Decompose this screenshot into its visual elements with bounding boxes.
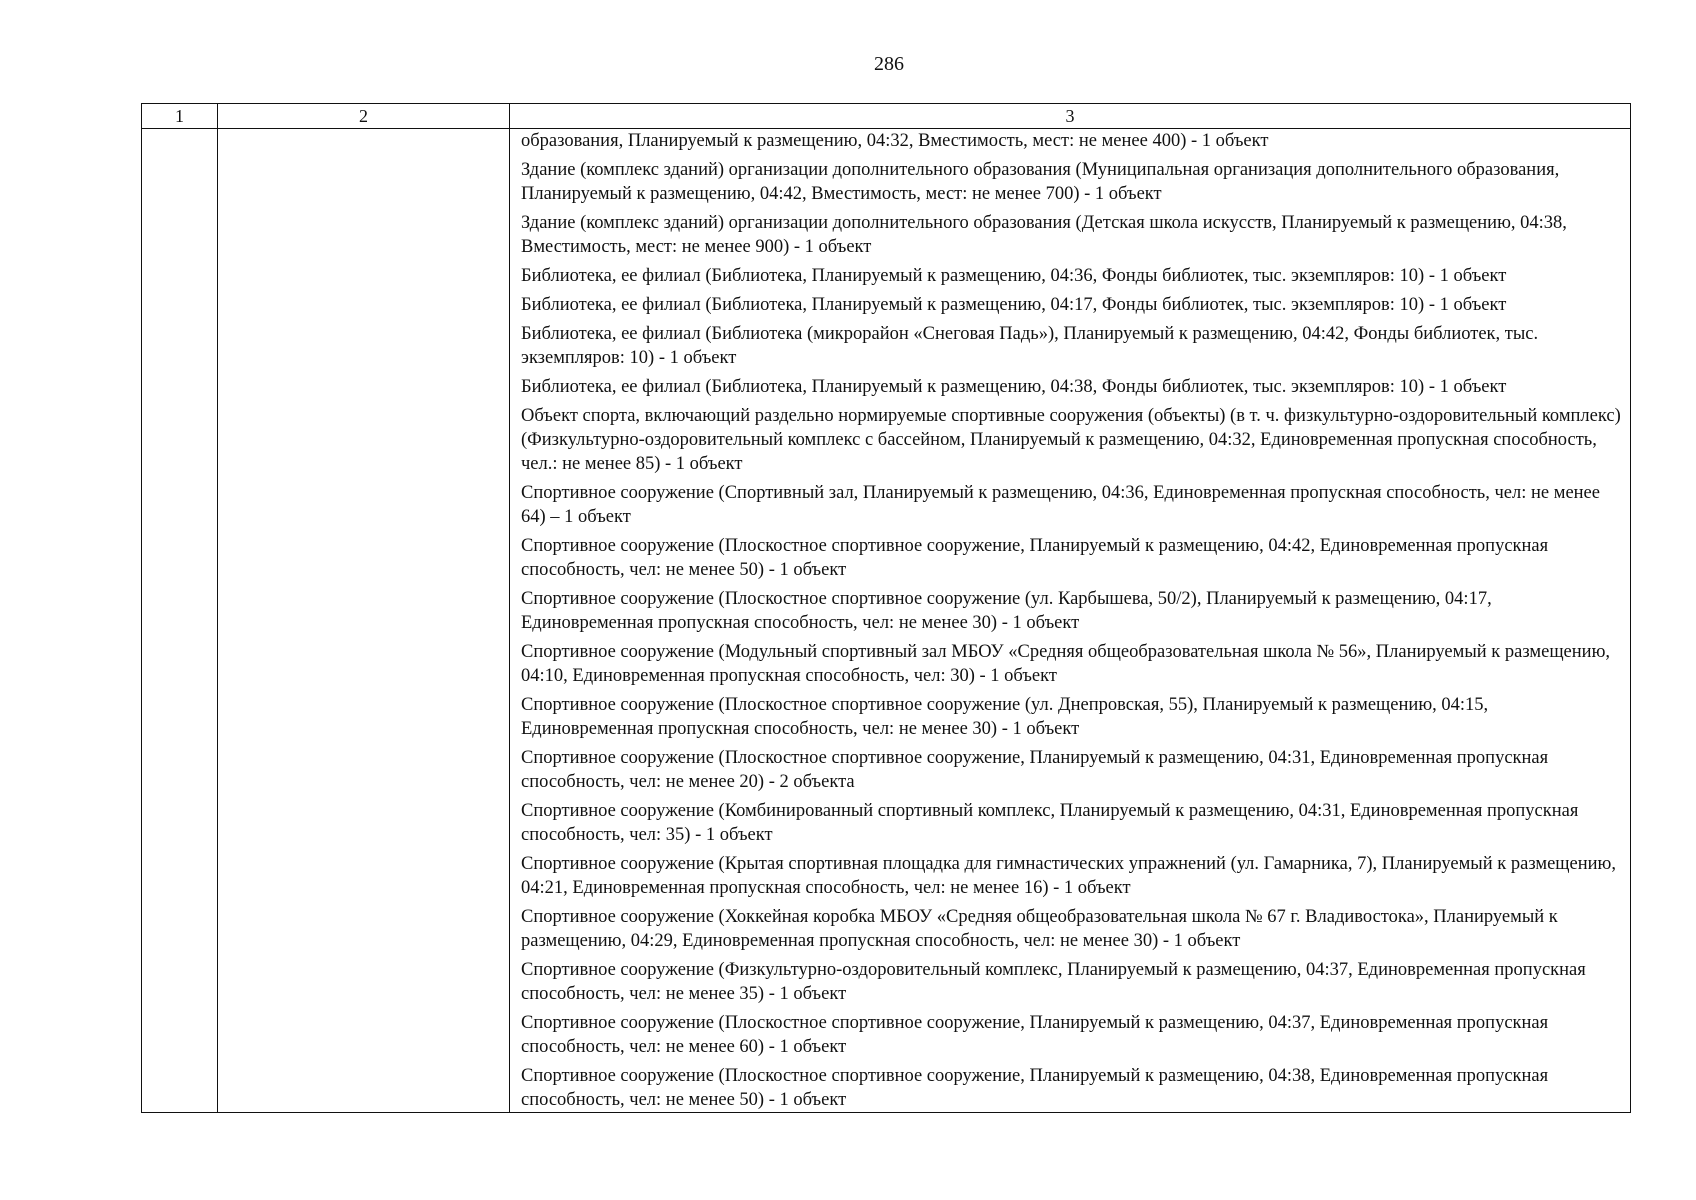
list-item: Спортивное сооружение (Плоскостное спортивное сооружение, Планируемый к размещению, 04:38, Единовременная пропускная способность, чел: не менее 50) - 1 объект <box>521 1066 1549 1110</box>
list-item: Библиотека, ее филиал (Библиотека, Планируемый к размещению, 04:38, Фонды библиотек, тыс. экземпляров: 10) - 1 объект <box>521 377 1507 397</box>
column-1-cell <box>142 129 218 1113</box>
list-item: Спортивное сооружение (Физкультурно-оздоровительный комплекс, Планируемый к размещению, 04:37, Единовременная пропускная способность, чел: не менее 35) - 1 объект <box>521 960 1586 1004</box>
list-item: Библиотека, ее филиал (Библиотека, Планируемый к размещению, 04:36, Фонды библиотек, тыс. экземпляров: 10) - 1 объект <box>521 266 1507 286</box>
list-item: Здание (комплекс зданий) организации дополнительного образования (Детская школа искусств, Планируемый к размещению, 04:38, Вместимость, мест: не менее 900) - 1 объект <box>521 213 1567 257</box>
column-header-2: 2 <box>218 104 510 129</box>
list-item: Спортивное сооружение (Хоккейная коробка МБОУ «Средняя общеобразовательная школа № 67 г. Владивостока», Планируемый к размещению, 04:29, Единовременная пропускная способность, чел: не менее 30) - 1 объект <box>521 907 1558 951</box>
list-item: Спортивное сооружение (Комбинированный спортивный комплекс, Планируемый к размещению, 04:31, Единовременная пропускная способность, чел: 35) - 1 объект <box>521 801 1579 845</box>
list-item: Библиотека, ее филиал (Библиотека, Планируемый к размещению, 04:17, Фонды библиотек, тыс. экземпляров: 10) - 1 объект <box>521 295 1507 315</box>
list-item: Спортивное сооружение (Модульный спортивный зал МБОУ «Средняя общеобразовательная школа № 56», Планируемый к размещению, 04:10, Единовременная пропускная способность, чел: 30) - 1 объект <box>521 642 1611 686</box>
objects-table <box>141 103 1631 1113</box>
list-item: Спортивное сооружение (Плоскостное спортивное сооружение, Планируемый к размещению, 04:31, Единовременная пропускная способность, чел: не менее 20) - 2 объекта <box>521 748 1549 792</box>
list-item: Спортивное сооружение (Плоскостное спортивное сооружение, Планируемый к размещению, 04:37, Единовременная пропускная способность, чел: не менее 60) - 1 объект <box>521 1013 1549 1057</box>
column-2-cell <box>218 129 510 1113</box>
table-header-row <box>142 104 1631 129</box>
column-header-3: 3 <box>510 104 1631 129</box>
page-number: 286 <box>874 53 904 75</box>
list-item: Спортивное сооружение (Плоскостное спортивное сооружение (ул. Карбышева, 50/2), Планируемый к размещению, 04:17, Единовременная пропускная способность, чел: не менее 30) - 1 объект <box>521 589 1492 633</box>
list-item: образования, Планируемый к размещению, 04:32, Вместимость, мест: не менее 400) - 1 объект <box>521 131 1269 151</box>
column-header-1: 1 <box>142 104 218 129</box>
column-3-cell <box>510 129 1631 1113</box>
entries-list <box>510 129 1630 1112</box>
list-item: Спортивное сооружение (Крытая спортивная площадка для гимнастических упражнений (ул. Гамарника, 7), Планируемый к размещению, 04:21, Единовременная пропускная способность, чел: не менее 16) - 1 объект <box>521 854 1616 898</box>
list-item: Спортивное сооружение (Плоскостное спортивное сооружение (ул. Днепровская, 55), Планируемый к размещению, 04:15, Единовременная пропускная способность, чел: не менее 30) - 1 объект <box>521 695 1489 739</box>
table-row <box>142 129 1631 1113</box>
list-item: Объект спорта, включающий раздельно нормируемые спортивные сооружения (объекты) (в т. ч. физкультурно-оздоровительный комплекс) (Физкультурно-оздоровительный комплекс с бассейном, Планируемый к размещению, 04:32, Единовременная пропускная способность, чел.: не менее 85) - 1 объект <box>521 406 1621 474</box>
list-item: Здание (комплекс зданий) организации дополнительного образования (Муниципальная организация дополнительного образования, Планируемый к размещению, 04:42, Вместимость, мест: не менее 700) - 1 объект <box>521 160 1560 204</box>
list-item: Библиотека, ее филиал (Библиотека (микрорайон «Снеговая Падь»), Планируемый к размещению, 04:42, Фонды библиотек, тыс. экземпляров: 10) - 1 объект <box>521 324 1539 368</box>
list-item: Спортивное сооружение (Плоскостное спортивное сооружение, Планируемый к размещению, 04:42, Единовременная пропускная способность, чел: не менее 50) - 1 объект <box>521 536 1549 580</box>
list-item: Спортивное сооружение (Спортивный зал, Планируемый к размещению, 04:36, Единовременная пропускная способность, чел: не менее 64) – 1 объект <box>521 483 1600 527</box>
